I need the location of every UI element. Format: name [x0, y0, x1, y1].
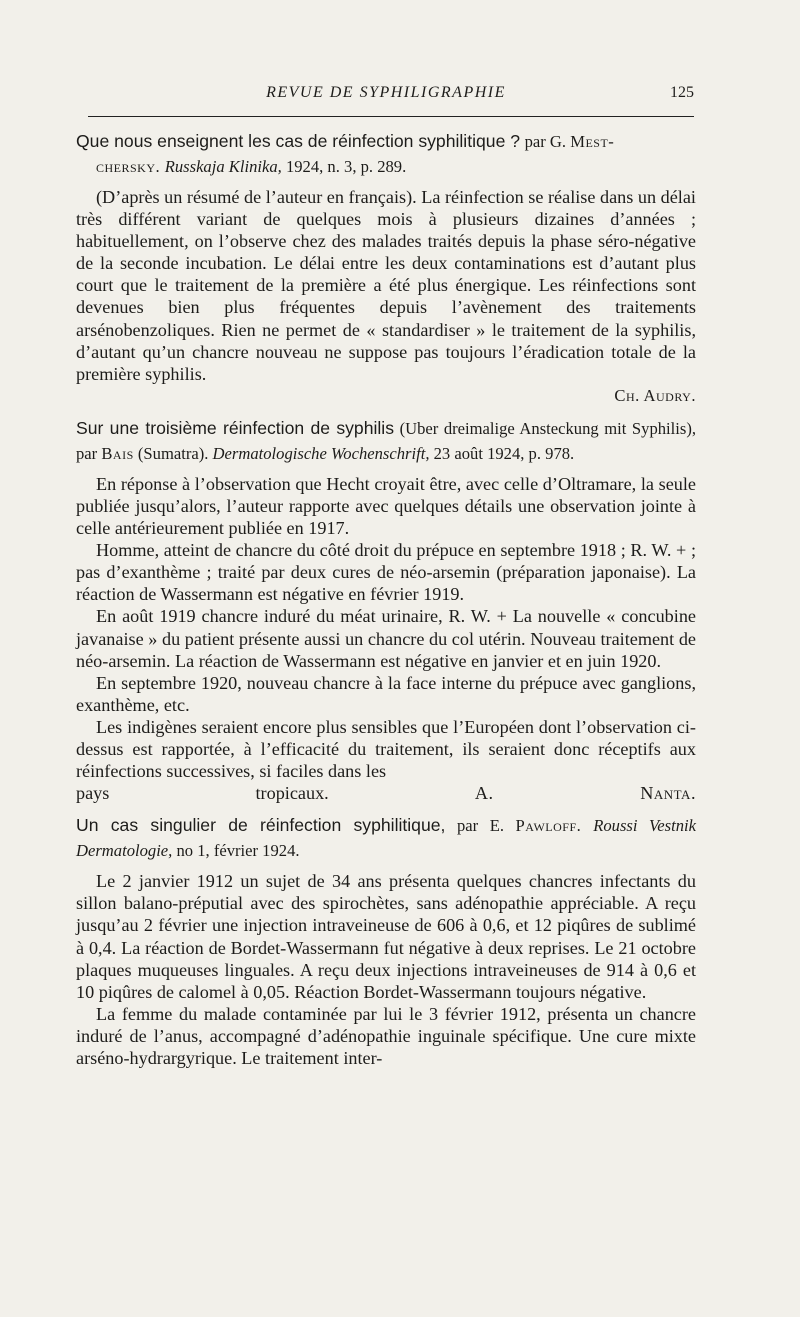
article-journal: Russkaja Klinika,: [164, 157, 282, 176]
article-paragraph: Le 2 janvier 1912 un sujet de 34 ans présenta quelques chancres infectants du sillon balano-préputial avec des spirochètes, sans adénopathie appréciable. A reçu jusqu’au 2 février une injection intraveineuse de 606 à 0,6, et 12 piqûres de sublimé à 0,4. La réaction de Bordet-Wassermann fut négative à deux reprises. Le 21 octobre plaques muqueuses linguales. A reçu deux injections intraveineuses de 914 à 0,6 et 10 piqûres de calomel à 0,05. Réaction Bordet-Wassermann toujours négative.: [76, 871, 696, 1002]
article-headline: Un cas singulier de réinfection syphilitique,: [76, 815, 446, 836]
article-author-prefix: par G.: [524, 132, 571, 151]
article-journal: Roussi Vestnik Dermatologie,: [76, 816, 697, 861]
article-signature: Ch. Audry.: [614, 385, 696, 405]
article-paragraph: En septembre 1920, nouveau chancre à la face interne du prépuce avec ganglions, exanthème, etc.: [76, 672, 696, 715]
page-content: [76, 129, 696, 1069]
article-mestchersky: [76, 129, 696, 407]
article-pawloff: [76, 813, 696, 1069]
article-title: [76, 813, 696, 863]
article-author: Mest-: [570, 132, 615, 151]
article-title-after-author: (Sumatra).: [133, 443, 213, 463]
article-paragraph: (D’après un résumé de l’auteur en français). La réinfection se réalise dans un délai très différent variant de quelques mois à plusieurs dizaines d’années ; habituellement, on l’observe chez des malades traités depuis la phase séro-négative de la seconde incubation. Le délai entre les deux contaminations est d’autant plus court que le traitement de la première a été plus énergique. Les réinfections sont devenues bien plus fréquentes depuis l’avènement des traitements arsénobenzoliques. Rien ne permet de « standardiser » le traitement de la syphilis, d’autant qu’un chancre nouveau ne suppose pas toujours l’éradication totale de la première syphilis.: [76, 187, 696, 384]
article-reference: 23 août 1924, p. 978.: [429, 443, 575, 463]
article-headline: Sur une troisième réinfection de syphilis: [76, 417, 395, 438]
article-paragraph: En réponse à l’observation que Hecht croyait être, avec celle d’Oltramare, la seule publiée jusqu’alors, l’auteur rapporte avec quelques détails une observation jointe à celle antérieurement publiée en 1917.: [76, 473, 696, 539]
article-reference: no 1, février 1924.: [172, 841, 300, 861]
article-paragraph: En août 1919 chancre induré du méat urinaire, R. W. + La nouvelle « concubine javanaise » du patient présente aussi un chancre du col utérin. Nouveau traitement de néo-arsemin. La réaction de Wassermann est négative en janvier et en juin 1920.: [76, 606, 696, 671]
article-last-line: [76, 782, 696, 804]
article-title: [76, 416, 696, 466]
article-headline: Que nous enseignent les cas de réinfection syphilitique ?: [76, 131, 521, 151]
article-author: Pawloff.: [515, 816, 582, 836]
article-signature: A. Nanta.: [474, 783, 696, 804]
page-header: [76, 84, 696, 108]
article-reference: 1924, n. 3, p. 289.: [281, 157, 407, 176]
header-rule: [88, 116, 694, 117]
article-title-rest: par E.: [445, 816, 516, 836]
article-paragraph: Les indigènes seraient encore plus sensibles que l’Européen dont l’observation ci-dessus est rapportée, à l’efficacité du traitement, ils seraient donc réceptifs aux réinfections successives, si faciles dans les: [76, 716, 696, 782]
article-paragraph: La femme du malade contaminée par lui le 3 février 1912, présenta un chancre induré de l’anus, accompagné d’adénopathie inguinale spécifique. Une cure mixte arséno-hydrargyrique. Le traitement inter-: [76, 1003, 696, 1068]
article-title-continuation: [76, 154, 696, 179]
article-last-text: pays tropicaux.: [76, 783, 329, 804]
article-author: Bais: [101, 443, 134, 463]
article-author-rest: chersky.: [96, 157, 161, 176]
page-number: 125: [670, 84, 694, 101]
article-title: [76, 129, 696, 179]
article-title-rest: (Uber dreimalige Ansteckung mit Syphilis), par: [76, 418, 696, 463]
article-bais: [76, 416, 696, 804]
article-paragraph: Homme, atteint de chancre du côté droit du prépuce en septembre 1918 ; R. W. + ; pas d’exanthème ; traité par deux cures de néo-arsemin (préparation japonaise). La réaction de Wassermann est négative en février 1919.: [76, 540, 696, 605]
article-journal: Dermatologische Wochenschrift,: [212, 443, 430, 463]
running-title: REVUE DE SYPHILIGRAPHIE: [266, 84, 506, 101]
